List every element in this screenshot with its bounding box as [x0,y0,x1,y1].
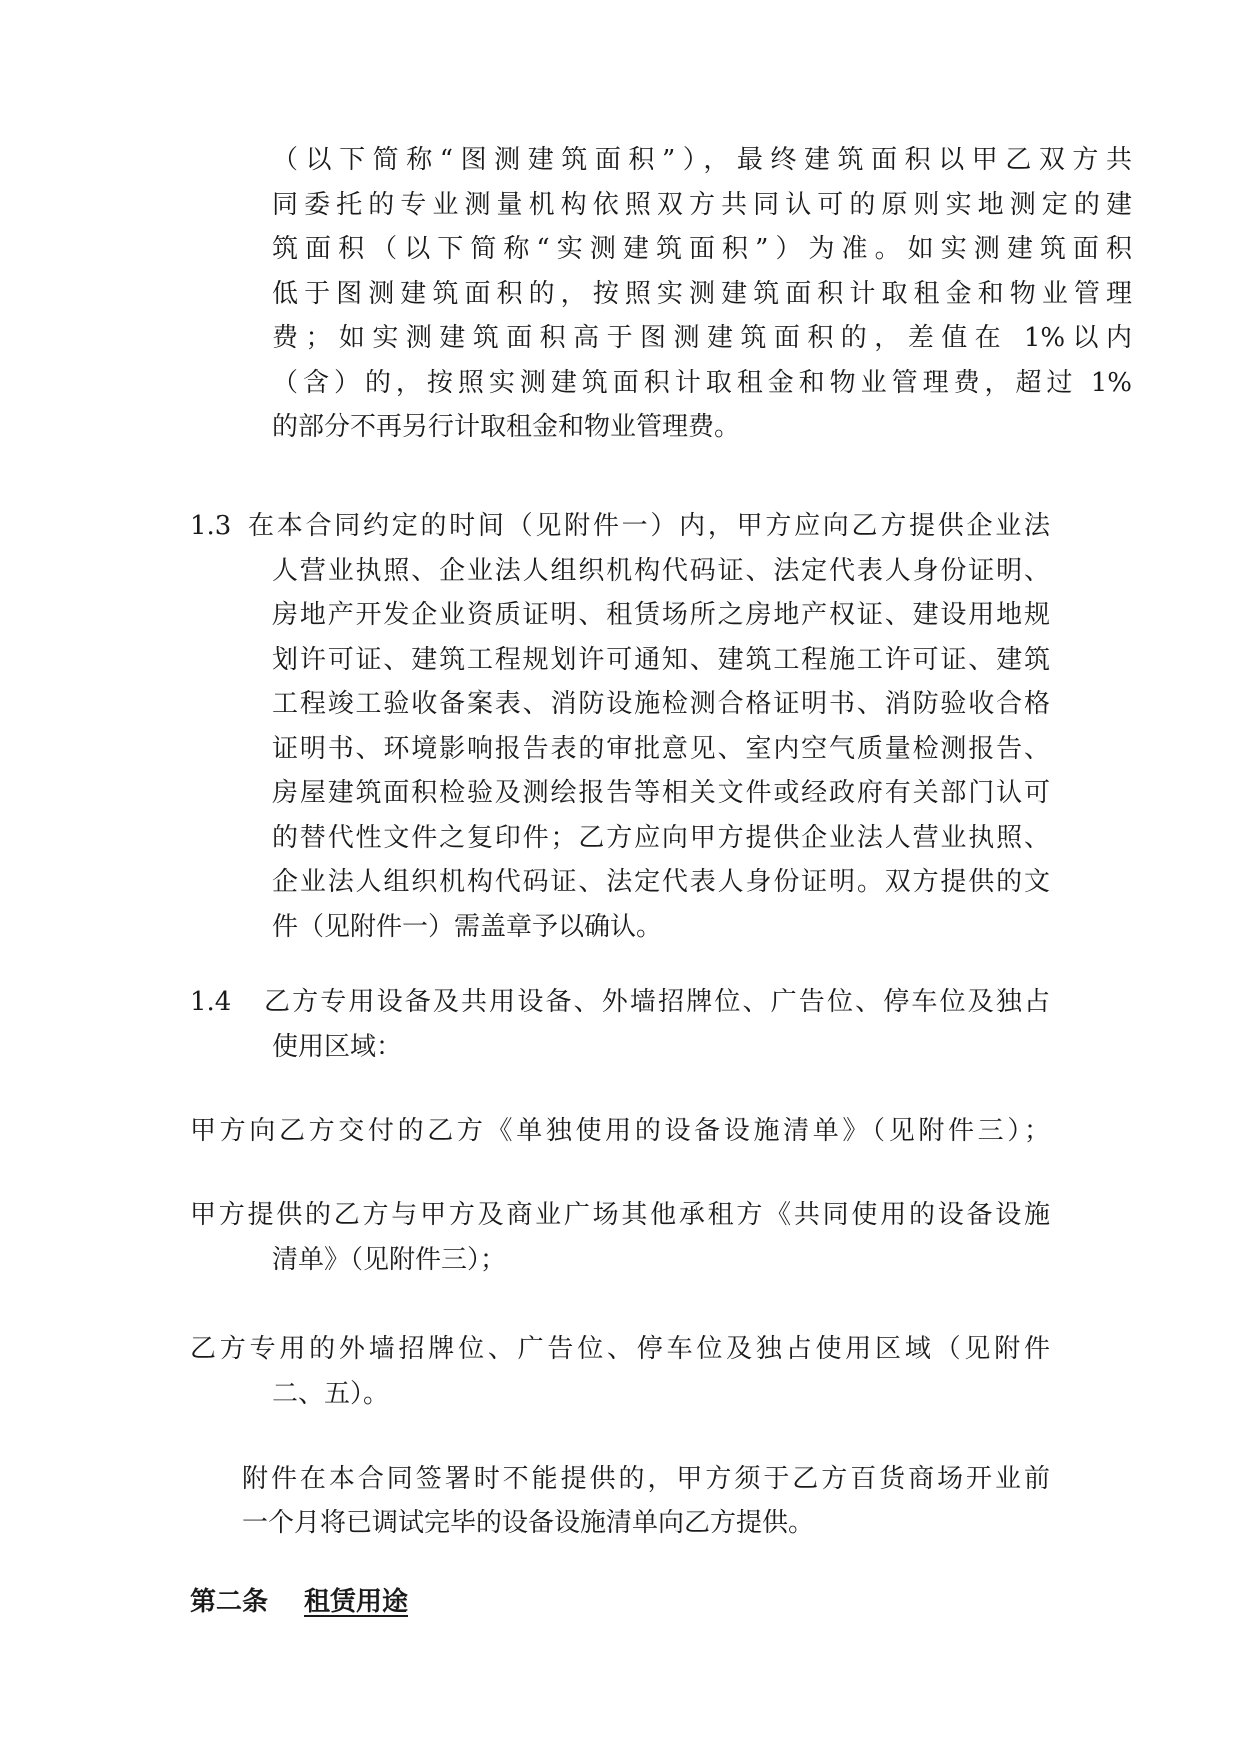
text-line: 二、五）。 [272,1378,390,1409]
text-line: （以下简称“图测建筑面积”），最终建筑面积以甲乙双方共 [272,145,1132,175]
text-line: 清单》（见附件三）； [272,1244,507,1275]
item-b [190,1193,1050,1282]
text-line: 的替代性文件之复印件；乙方应向甲方提供企业法人营业执照、 [272,822,1050,853]
text-line: 乙方专用设备及共用设备、外墙招牌位、广告位、停车位及独占 [264,987,1050,1017]
text-line: 划许可证、建筑工程规划许可通知、建筑工程施工许可证、建筑 [272,644,1050,675]
text-line: 的部分不再另行计取租金和物业管理费。 [272,412,741,442]
text-line: 企业法人组织机构代码证、法定代表人身份证明。双方提供的文 [272,867,1050,897]
text-line: （含）的，按照实测建筑面积计取租金和物业管理费，超过 1% [272,367,1132,398]
item-a [190,1109,1050,1154]
text-line: 费；如实测建筑面积高于图测建筑面积的，差值在 1%以内 [272,323,1132,353]
section-1-2-continuation [190,138,1132,450]
text-line: 一个月将已调试完毕的设备设施清单向乙方提供。 [242,1508,815,1538]
text-line: 乙方专用的外墙招牌位、广告位、停车位及独占使用区域（见附件 [190,1334,1050,1364]
text-line: 在本合同约定的时间（见附件一）内，甲方应向乙方提供企业法 [248,511,1050,541]
text-line: 证明书、环境影响报告表的审批意见、室内空气质量检测报告、 [272,733,1050,764]
text-line: 甲方提供的乙方与甲方及商业广场其他承租方《共同使用的设备设施 [190,1200,1050,1230]
text-line: 附件在本合同签署时不能提供的，甲方须于乙方百货商场开业前 [242,1464,1050,1494]
section-number: 1.4 [190,987,232,1017]
text-line: 房地产开发企业资质证明、租赁场所之房地产权证、建设用地规 [272,600,1050,630]
section-1-4 [190,980,1050,1069]
text-line: 低于图测建筑面积的，按照实测建筑面积计取租金和物业管理 [272,278,1132,309]
text-line: 使用区域： [272,1031,403,1062]
article-label: 第二条 [190,1587,269,1617]
text-line: 件（见附件一）需盖章予以确认。 [272,911,663,942]
text-line: 人营业执照、企业法人组织机构代码证、法定代表人身份证明、 [272,555,1050,586]
text-line: 同委托的专业测量机构依照双方共同认可的原则实地测定的建 [272,189,1132,220]
text-line: 房屋建筑面积检验及测绘报告等相关文件或经政府有关部门认可 [272,778,1050,808]
text-line: 甲方向乙方交付的乙方《单独使用的设备设施清单》（见附件三）； [190,1116,1050,1146]
section-1-3 [190,504,1050,949]
attachment-note [190,1457,1050,1502]
item-c [190,1327,1050,1416]
attachment-note-continued [190,1501,1050,1546]
article-2-heading [190,1582,408,1622]
text-line: 筑面积（以下简称“实测建筑面积”）为准。如实测建筑面积 [272,234,1132,264]
section-number: 1.3 [190,511,232,541]
article-title: 租赁用途 [304,1587,409,1617]
text-line: 工程竣工验收备案表、消防设施检测合格证明书、消防验收合格 [272,689,1050,719]
